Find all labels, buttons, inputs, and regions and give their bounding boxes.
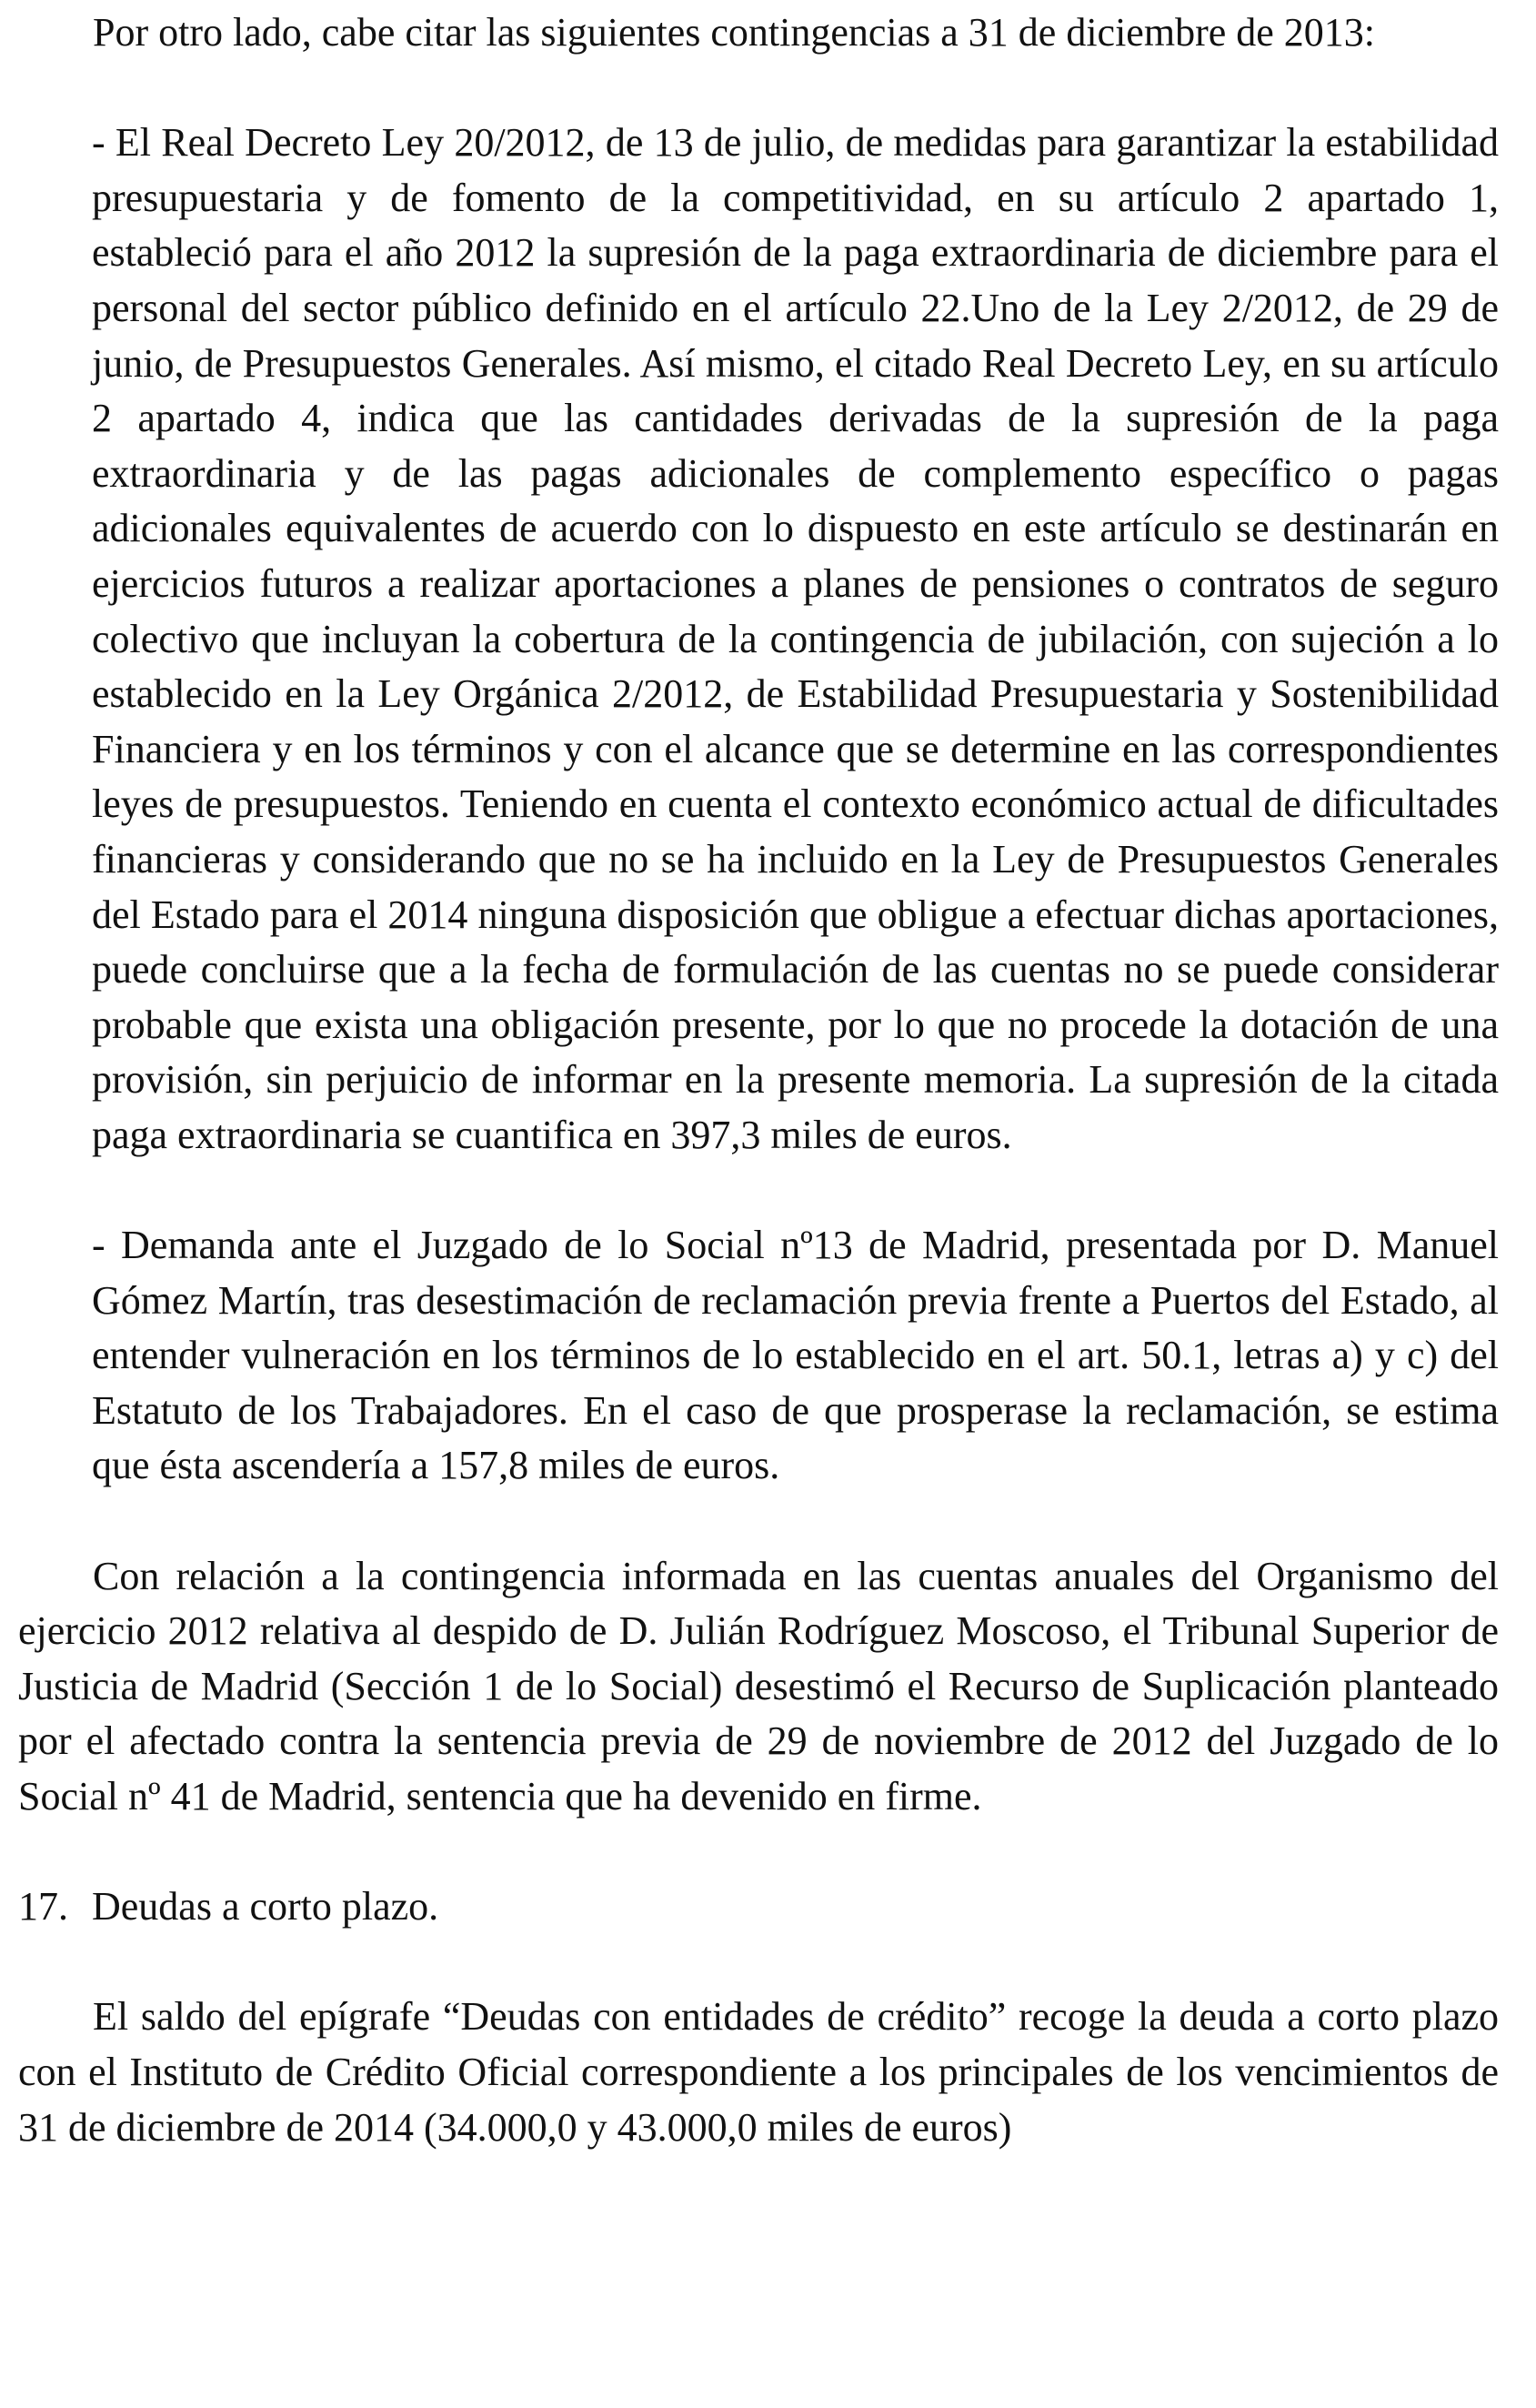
paragraph-spacer bbox=[18, 61, 1499, 116]
paragraph-spacer bbox=[18, 1825, 1499, 1880]
intro-paragraph: Por otro lado, cabe citar las siguientes contingencias a 31 de diciembre de 2013: bbox=[93, 10, 1375, 55]
section-title: Deudas a corto plazo. bbox=[92, 1884, 439, 1929]
section-heading bbox=[18, 1879, 1499, 1935]
section-number: 17. bbox=[18, 1884, 68, 1929]
despido-paragraph: Con relación a la contingencia informada en las cuentas anuales del Organismo del ejercicio 2012 relativa al despido de D. Julián Rodríguez Moscoso, el Tribunal Superior de Justicia de Madrid (Sección 1 de lo Social) desestimó el Recurso de Suplicación planteado por el afectado contra la sentencia previa de 29 de noviembre de 2012 del Juzgado de lo Social nº 41 de Madrid, sentencia que ha devenido en firme. bbox=[18, 1553, 1499, 1819]
document-page bbox=[18, 5, 1499, 2155]
paragraph-spacer bbox=[18, 1494, 1499, 1549]
contingency-item-real-decreto: - El Real Decreto Ley 20/2012, de 13 de julio, de medidas para garantizar la estabilidad presupuestaria y de fomento de la competitividad, en su artículo 2 apartado 1, estableció para el año 2012 la supresión de la paga extraordinaria de diciembre para el personal del sector público definido en el artículo 22.Uno de la Ley 2/2012, de 29 de junio, de Presupuestos Generales. Así mismo, el citado Real Decreto Ley, en su artículo 2 apartado 4, indica que las cantidades derivadas de la supresión de la paga extraordinaria y de las pagas adicionales de complemento específico o pagas adicionales equivalentes de acuerdo con lo dispuesto en este artículo se destinarán en ejercicios futuros a realizar aportaciones a planes de pensiones o contratos de seguro colectivo que incluyan la cobertura de la contingencia de jubilación, con sujeción a lo establecido en la Ley Orgánica 2/2012, de Estabilidad Presupuestaria y Sostenibilidad Financiera y en los términos y con el alcance que se determine en las correspondientes leyes de presupuestos. Teniendo en cuenta el contexto económico actual de dificultades financieras y considerando que no se ha incluido en la Ley de Presupuestos Generales del Estado para el 2014 ninguna disposición que obligue a efectuar dichas aportaciones, puede concluirse que a la fecha de formulación de las cuentas no se puede considerar probable que exista una obligación presente, por lo que no procede la dotación de una provisión, sin perjuicio de informar en la presente memoria. La supresión de la citada paga extraordinaria se cuantifica en 397,3 miles de euros. bbox=[92, 120, 1499, 1157]
contingency-item-demanda: - Demanda ante el Juzgado de lo Social nº13 de Madrid, presentada por D. Manuel Gómez Martín, tras desestimación de reclamación previa frente a Puertos del Estado, al entender vulneración en los términos de lo establecido en el art. 50.1, letras a) y c) del Estatuto de los Trabajadores. En el caso de que prosperase la reclamación, se estima que ésta ascendería a 157,8 miles de euros. bbox=[92, 1223, 1499, 1488]
paragraph-spacer bbox=[18, 1163, 1499, 1218]
deudas-paragraph: El saldo del epígrafe “Deudas con entidades de crédito” recoge la deuda a corto plazo con el Instituto de Crédito Oficial correspondiente a los principales de los vencimientos de 31 de diciembre de 2014 (34.000,0 y 43.000,0 miles de euros) bbox=[18, 1994, 1499, 2150]
paragraph-spacer bbox=[18, 1935, 1499, 1990]
